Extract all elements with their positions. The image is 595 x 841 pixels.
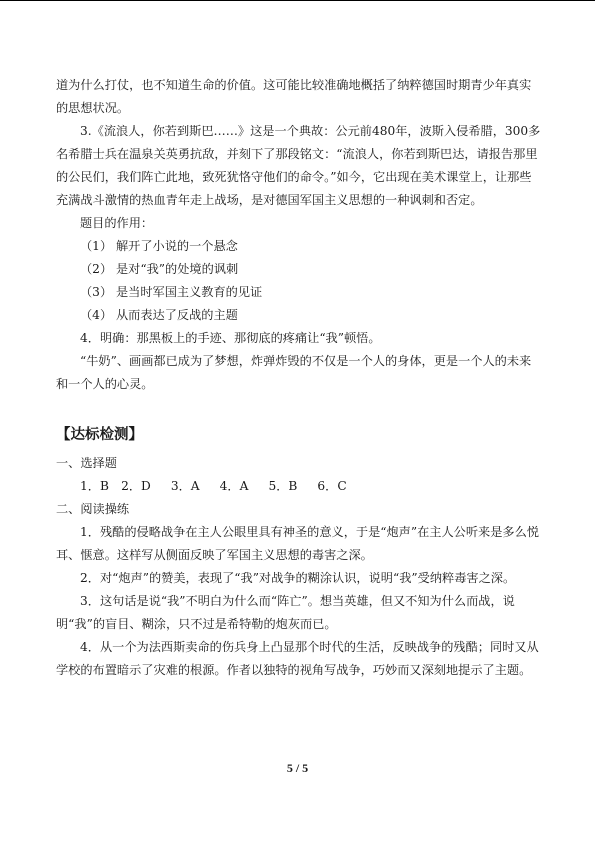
paragraph-allusion: 3.《流浪人，你若到斯巴……》这是一个典故：公元前480年，波斯入侵希腊，300多名希腊士兵在温泉关英勇抗敌，并刻下了那段铭文：“流浪人，你若到斯巴达，请报告那里的公民们，我们阵亡此地，致死犹恪守他们的命令。”如今，它出现在美术课堂上，让那些充满战斗激情的热血青年走上战场，是对德国军国主义思想的一种讽刺和否定。 (56, 124, 541, 207)
paragraph-point-4: 4．明确：那黑板上的手迹、那彻底的疼痛让“我”顿悟。 (80, 331, 381, 345)
part2-title: 二、阅读操练 (56, 502, 130, 516)
mcq-answers: 1．B 2．D 3．A 4．A 5．B 6．C (80, 479, 347, 493)
role-item-number: （2） (80, 262, 113, 276)
role-item-3 (56, 281, 543, 304)
part1-title: 一、选择题 (56, 456, 117, 470)
reading-answer-4: 4．从一个为法西斯卖命的伤兵身上凸显那个时代的生活，反映战争的残酷；同时又从学校的布置暗示了灾难的根源。作者以独特的视角写战争，巧妙而又深刻地提示了主题。 (56, 640, 539, 677)
role-item-4 (56, 304, 543, 327)
paragraph-title-role: 题目的作用： (80, 216, 154, 230)
header-rule (0, 0, 595, 1)
role-item-text: 是当时军国主义教育的见证 (116, 285, 263, 299)
paragraph-milk-dream: “牛奶”、画画都已成为了梦想，炸弹炸毁的不仅是一个人的身体，更是一个人的未来和一个人的心灵。 (56, 354, 532, 391)
document-body (56, 74, 543, 682)
role-item-number: （3） (80, 285, 113, 299)
paragraph-continuation: 道为什么打仗，也不知道生命的价值。这可能比较准确地概括了纳粹德国时期青少年真实的思想状况。 (56, 78, 532, 115)
reading-answer-2: 2．对“炮声”的赞美，表现了“我”对战争的糊涂认识，说明“我”受纳粹毒害之深。 (80, 571, 516, 585)
reading-answer-3: 3．这句话是说“我”不明白为什么而“阵亡”。想当英雄，但又不知为什么而战，说明“我”的盲目、糊涂，只不过是希特勒的炮灰而已。 (56, 594, 515, 631)
role-item-number: （1） (80, 239, 113, 253)
section-title-assessment: 【达标检测】 (56, 427, 143, 443)
role-item-1 (56, 235, 543, 258)
role-item-text: 是对“我”的处境的讽刺 (116, 262, 239, 276)
role-item-text: 从而表达了反战的主题 (116, 308, 238, 322)
page-number: 5 / 5 (286, 761, 309, 775)
role-item-2 (56, 258, 543, 281)
role-item-number: （4） (80, 308, 113, 322)
role-item-text: 解开了小说的一个悬念 (116, 239, 238, 253)
reading-answer-1: 1．残酷的侵略战争在主人公眼里具有神圣的意义，于是“炮声”在主人公听来是多么悦耳、惬意。这样写从侧面反映了军国主义思想的毒害之深。 (56, 525, 539, 562)
